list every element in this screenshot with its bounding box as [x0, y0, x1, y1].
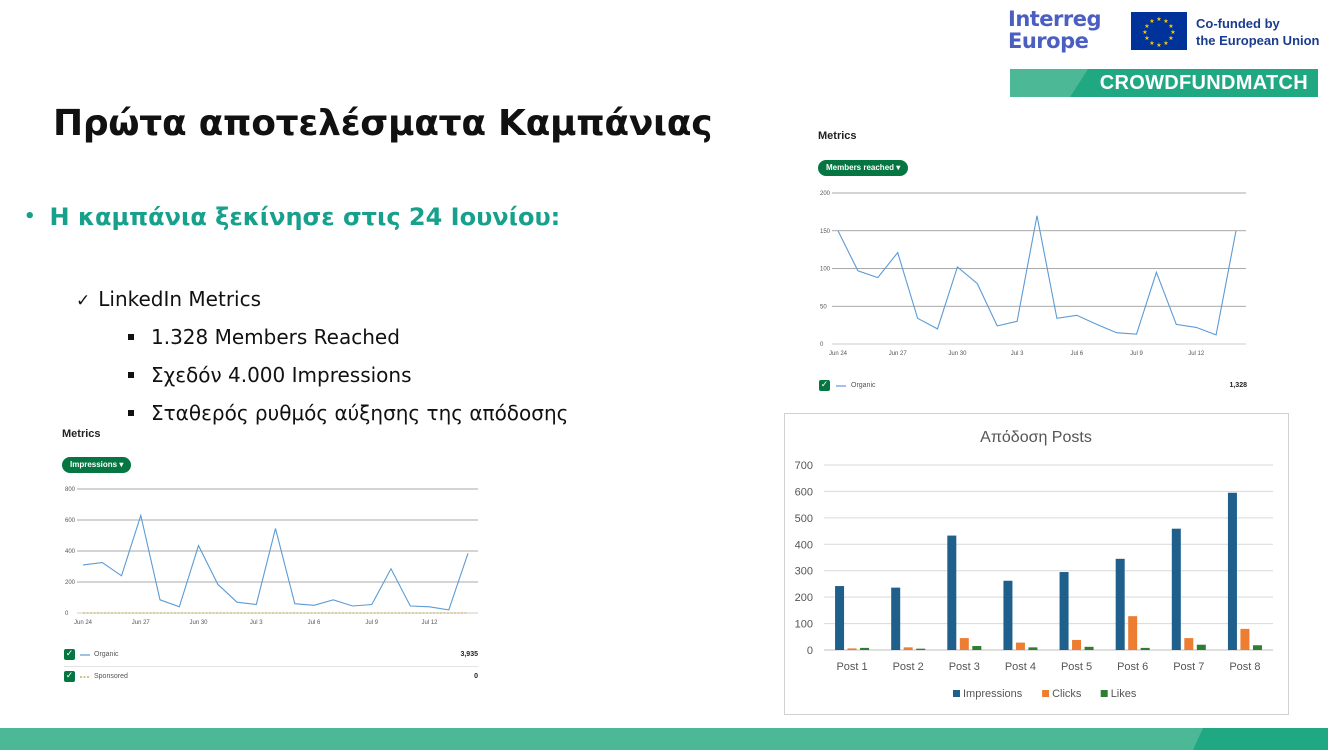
members-chart-title: Metrics: [818, 130, 857, 142]
members-reached-dropdown[interactable]: [818, 160, 908, 176]
organic-checkbox[interactable]: ✓: [820, 380, 829, 390]
sponsored-checkbox[interactable]: ✓: [65, 671, 74, 681]
x-tick-label: Jun 24: [828, 351, 848, 357]
bar-likes: [1085, 647, 1094, 650]
bar-clicks: [1016, 643, 1025, 650]
impressions-chart-title: Metrics: [62, 428, 101, 440]
bar-impressions: [891, 588, 900, 650]
x-tick-label: Jul 9: [365, 620, 379, 626]
y-tick-label: 800: [65, 487, 76, 493]
bar-likes: [1253, 645, 1262, 650]
caret-down-icon: ▾: [896, 163, 901, 172]
interreg-logo-line1: Interreg: [1008, 7, 1102, 31]
svg-text:★: ★: [1163, 40, 1169, 47]
x-tick-label: Jul 3: [249, 620, 263, 626]
x-tick-label: Post 6: [1117, 661, 1149, 673]
eu-flag-icon: [1131, 12, 1187, 50]
caret-down-icon: ▾: [119, 460, 124, 469]
x-tick-label: Jul 9: [1130, 351, 1143, 357]
bar-clicks: [904, 647, 913, 650]
sponsored-legend-swatch: [79, 672, 91, 682]
svg-text:★: ★: [1168, 35, 1174, 42]
list-item: [128, 325, 400, 349]
bar-likes: [1028, 647, 1037, 650]
svg-text:★: ★: [1149, 40, 1155, 47]
members-reached-chart: [810, 185, 1255, 360]
series-line-organic: [83, 515, 468, 610]
bar-impressions: [1172, 529, 1181, 650]
footer-bar: [0, 728, 1328, 750]
interreg-logo-line2: Europe: [1008, 29, 1089, 53]
x-tick-label: Post 3: [948, 661, 980, 673]
bar-clicks: [1240, 629, 1249, 650]
x-tick-label: Post 5: [1060, 661, 1093, 673]
y-tick-label: 200: [820, 191, 831, 197]
posts-performance-chart: [784, 413, 1289, 715]
bar-impressions: [1116, 559, 1125, 650]
bar-likes: [1197, 645, 1206, 650]
y-tick-label: 600: [794, 486, 813, 499]
svg-text:★: ★: [1156, 16, 1162, 23]
x-tick-label: Jun 24: [73, 620, 93, 626]
y-tick-label: 400: [65, 549, 76, 555]
sponsored-legend-label: Sponsored: [94, 673, 128, 680]
linkedin-metrics-heading: [76, 287, 261, 311]
crowdfundmatch-banner: [1010, 69, 1318, 97]
y-tick-label: 50: [820, 304, 827, 311]
x-tick-label: Jul 6: [307, 620, 321, 626]
members-reached-dropdown-label: Members reached: [826, 163, 895, 172]
legend-label: Clicks: [1052, 688, 1082, 700]
square-bullet-icon: [128, 334, 134, 340]
legend-label: Likes: [1110, 688, 1137, 700]
bar-clicks: [1072, 640, 1081, 650]
interreg-europe-logo: [1008, 8, 1118, 56]
organic-legend-label: Organic: [94, 651, 119, 658]
x-tick-label: Jun 30: [189, 620, 208, 626]
bar-likes: [1141, 648, 1150, 650]
main-bullet: [24, 203, 560, 231]
legend-swatch: [1042, 690, 1049, 697]
y-tick-label: 200: [65, 580, 76, 586]
square-bullet-icon: [128, 372, 134, 378]
y-tick-label: 100: [794, 618, 813, 631]
y-tick-label: 500: [794, 512, 813, 525]
bar-clicks: [848, 648, 857, 650]
legend-divider: [64, 666, 478, 667]
main-bullet-text: Η καμπάνια ξεκίνησε στις 24 Ιουνίου:: [49, 203, 561, 231]
list-item-text: Σχεδόν 4.000 Impressions: [151, 363, 412, 387]
y-tick-label: 400: [794, 539, 813, 552]
legend-swatch: [1101, 690, 1108, 697]
x-tick-label: Jul 3: [1010, 351, 1024, 357]
svg-text:★: ★: [1144, 23, 1150, 30]
organic-checkbox[interactable]: ✓: [65, 649, 74, 659]
square-bullet-icon: [128, 410, 134, 416]
x-tick-label: Post 7: [1173, 661, 1205, 673]
svg-text:★: ★: [1163, 18, 1169, 25]
svg-text:★: ★: [1156, 42, 1162, 49]
organic-total: 1,328: [1229, 382, 1247, 389]
svg-text:★: ★: [1149, 18, 1155, 25]
y-tick-label: 0: [65, 611, 69, 617]
x-tick-label: Jun 30: [948, 351, 967, 357]
list-item: [128, 401, 568, 425]
x-tick-label: Jul 12: [421, 620, 438, 626]
list-item: [128, 363, 412, 387]
svg-text:★: ★: [1170, 29, 1176, 36]
x-tick-label: Jun 27: [888, 351, 907, 357]
y-tick-label: 700: [794, 460, 813, 472]
bar-likes: [916, 649, 925, 650]
eu-text-line2: the European Union: [1196, 33, 1320, 48]
x-tick-label: Post 1: [836, 661, 868, 673]
bar-impressions: [1003, 581, 1012, 650]
impressions-dropdown-label: Impressions: [70, 460, 118, 469]
svg-text:★: ★: [1144, 35, 1150, 42]
x-tick-label: Post 4: [1004, 661, 1037, 673]
bar-impressions: [1228, 493, 1237, 650]
x-tick-label: Post 2: [892, 661, 924, 673]
chart-title: Απόδοση Posts: [980, 429, 1092, 446]
y-tick-label: 300: [794, 565, 813, 578]
organic-legend-swatch: [835, 381, 847, 391]
bullet-dot-icon: •: [24, 206, 36, 227]
crowdfundmatch-label: CROWDFUNDMATCH: [1099, 72, 1308, 94]
legend-label: Impressions: [963, 688, 1023, 700]
list-item-text: Σταθερός ρυθμός αύξησης της απόδοσης: [151, 401, 569, 425]
impressions-chart: [55, 481, 490, 631]
impressions-dropdown[interactable]: [62, 457, 131, 473]
x-tick-label: Post 8: [1229, 661, 1261, 673]
y-tick-label: 150: [820, 228, 831, 235]
bar-impressions: [947, 536, 956, 650]
y-tick-label: 0: [820, 342, 824, 348]
eu-cofunded-label: [1196, 15, 1320, 49]
series-line-organic: [838, 216, 1236, 335]
bar-impressions: [1060, 572, 1069, 650]
linkedin-metrics-text: LinkedIn Metrics: [98, 287, 262, 311]
bar-likes: [972, 646, 981, 650]
x-tick-label: Jun 27: [131, 620, 150, 626]
bar-clicks: [960, 638, 969, 650]
y-tick-label: 600: [65, 518, 76, 524]
legend-swatch: [953, 690, 960, 697]
y-tick-label: 0: [806, 645, 813, 657]
bar-clicks: [1128, 616, 1137, 650]
x-tick-label: Jul 6: [1070, 351, 1084, 357]
bar-clicks: [1184, 638, 1193, 650]
list-item-text: 1.328 Members Reached: [151, 325, 400, 349]
svg-text:★: ★: [1168, 23, 1174, 30]
organic-legend-swatch: [79, 650, 91, 660]
sponsored-total: 0: [474, 673, 478, 680]
bar-impressions: [835, 586, 844, 650]
y-tick-label: 200: [794, 592, 813, 605]
bar-likes: [860, 648, 869, 650]
x-tick-label: Jul 12: [1188, 351, 1205, 357]
svg-text:★: ★: [1142, 29, 1148, 36]
slide-title: Πρώτα αποτελέσματα Καμπάνιας: [53, 103, 713, 144]
y-tick-label: 100: [820, 266, 831, 273]
organic-legend-label: Organic: [851, 382, 876, 389]
checkmark-icon: ✓: [76, 291, 91, 311]
organic-total: 3,935: [460, 651, 478, 658]
eu-text-line1: Co-funded by: [1196, 16, 1280, 31]
